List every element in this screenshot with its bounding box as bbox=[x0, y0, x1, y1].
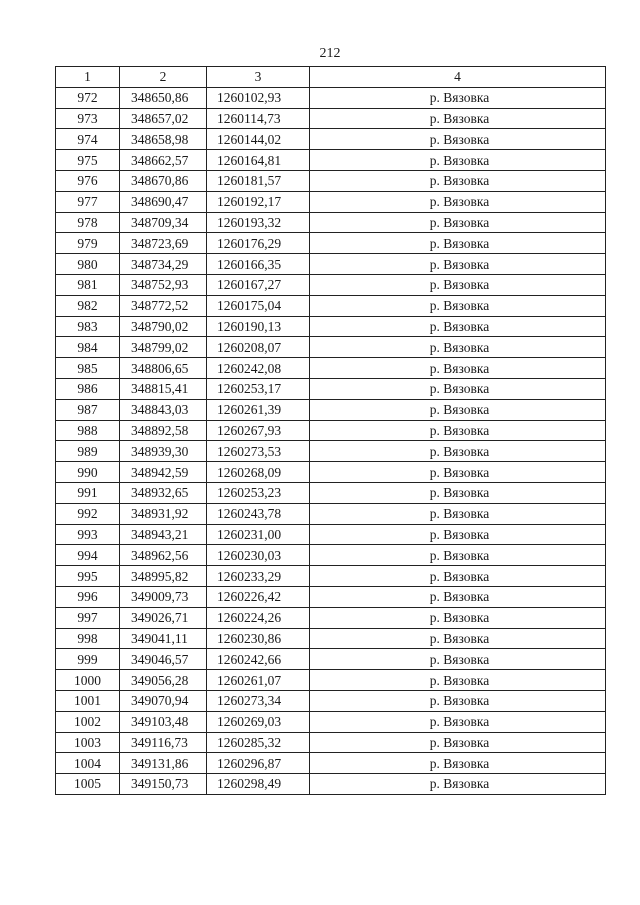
point-number-cell: 977 bbox=[56, 191, 120, 212]
x-coordinate-cell: 348932,65 bbox=[120, 482, 207, 503]
x-coordinate-cell: 348799,02 bbox=[120, 337, 207, 358]
point-number-cell: 983 bbox=[56, 316, 120, 337]
object-name-cell: р. Вязовка bbox=[310, 586, 606, 607]
x-coordinate-cell: 348709,34 bbox=[120, 212, 207, 233]
x-coordinate-cell: 348658,98 bbox=[120, 129, 207, 150]
point-number-cell: 978 bbox=[56, 212, 120, 233]
y-coordinate-cell: 1260269,03 bbox=[207, 711, 310, 732]
object-name-cell: р. Вязовка bbox=[310, 628, 606, 649]
y-coordinate-cell: 1260231,00 bbox=[207, 524, 310, 545]
y-coordinate-cell: 1260253,17 bbox=[207, 378, 310, 399]
object-name-cell: р. Вязовка bbox=[310, 108, 606, 129]
table-row bbox=[56, 337, 606, 358]
x-coordinate-cell: 349009,73 bbox=[120, 586, 207, 607]
table-row bbox=[56, 545, 606, 566]
point-number-cell: 1001 bbox=[56, 690, 120, 711]
object-name-cell: р. Вязовка bbox=[310, 295, 606, 316]
y-coordinate-cell: 1260267,93 bbox=[207, 420, 310, 441]
table-row bbox=[56, 358, 606, 379]
y-coordinate-cell: 1260224,26 bbox=[207, 607, 310, 628]
y-coordinate-cell: 1260230,03 bbox=[207, 545, 310, 566]
x-coordinate-cell: 348650,86 bbox=[120, 87, 207, 108]
object-name-cell: р. Вязовка bbox=[310, 690, 606, 711]
y-coordinate-cell: 1260144,02 bbox=[207, 129, 310, 150]
point-number-cell: 992 bbox=[56, 503, 120, 524]
x-coordinate-cell: 349116,73 bbox=[120, 732, 207, 753]
point-number-cell: 1003 bbox=[56, 732, 120, 753]
y-coordinate-cell: 1260242,08 bbox=[207, 358, 310, 379]
x-coordinate-cell: 348670,86 bbox=[120, 170, 207, 191]
page-number: 212 bbox=[319, 46, 341, 61]
object-name-cell: р. Вязовка bbox=[310, 254, 606, 275]
x-coordinate-cell: 348790,02 bbox=[120, 316, 207, 337]
object-name-cell: р. Вязовка bbox=[310, 670, 606, 691]
object-name-cell: р. Вязовка bbox=[310, 607, 606, 628]
x-coordinate-cell: 348806,65 bbox=[120, 358, 207, 379]
object-name-cell: р. Вязовка bbox=[310, 233, 606, 254]
coordinates-table bbox=[55, 66, 606, 795]
point-number-cell: 985 bbox=[56, 358, 120, 379]
object-name-cell: р. Вязовка bbox=[310, 191, 606, 212]
y-coordinate-cell: 1260261,39 bbox=[207, 399, 310, 420]
point-number-cell: 997 bbox=[56, 607, 120, 628]
y-coordinate-cell: 1260243,78 bbox=[207, 503, 310, 524]
table-row bbox=[56, 586, 606, 607]
point-number-cell: 973 bbox=[56, 108, 120, 129]
y-coordinate-cell: 1260233,29 bbox=[207, 566, 310, 587]
column-header: 2 bbox=[120, 67, 207, 88]
y-coordinate-cell: 1260193,32 bbox=[207, 212, 310, 233]
point-number-cell: 982 bbox=[56, 295, 120, 316]
y-coordinate-cell: 1260102,93 bbox=[207, 87, 310, 108]
object-name-cell: р. Вязовка bbox=[310, 274, 606, 295]
point-number-cell: 995 bbox=[56, 566, 120, 587]
y-coordinate-cell: 1260253,23 bbox=[207, 482, 310, 503]
table-row bbox=[56, 566, 606, 587]
table-row bbox=[56, 690, 606, 711]
object-name-cell: р. Вязовка bbox=[310, 482, 606, 503]
table-row bbox=[56, 399, 606, 420]
table-row bbox=[56, 191, 606, 212]
x-coordinate-cell: 349103,48 bbox=[120, 711, 207, 732]
table-row bbox=[56, 233, 606, 254]
table-row bbox=[56, 649, 606, 670]
object-name-cell: р. Вязовка bbox=[310, 399, 606, 420]
y-coordinate-cell: 1260190,13 bbox=[207, 316, 310, 337]
x-coordinate-cell: 348723,69 bbox=[120, 233, 207, 254]
point-number-cell: 987 bbox=[56, 399, 120, 420]
x-coordinate-cell: 349026,71 bbox=[120, 607, 207, 628]
x-coordinate-cell: 348939,30 bbox=[120, 441, 207, 462]
y-coordinate-cell: 1260230,86 bbox=[207, 628, 310, 649]
y-coordinate-cell: 1260261,07 bbox=[207, 670, 310, 691]
y-coordinate-cell: 1260226,42 bbox=[207, 586, 310, 607]
table-row bbox=[56, 774, 606, 795]
point-number-cell: 989 bbox=[56, 441, 120, 462]
object-name-cell: р. Вязовка bbox=[310, 462, 606, 483]
x-coordinate-cell: 348962,56 bbox=[120, 545, 207, 566]
table-row bbox=[56, 711, 606, 732]
y-coordinate-cell: 1260298,49 bbox=[207, 774, 310, 795]
table-row bbox=[56, 378, 606, 399]
point-number-cell: 974 bbox=[56, 129, 120, 150]
point-number-cell: 972 bbox=[56, 87, 120, 108]
table-row bbox=[56, 670, 606, 691]
x-coordinate-cell: 348657,02 bbox=[120, 108, 207, 129]
y-coordinate-cell: 1260296,87 bbox=[207, 753, 310, 774]
point-number-cell: 996 bbox=[56, 586, 120, 607]
x-coordinate-cell: 348931,92 bbox=[120, 503, 207, 524]
x-coordinate-cell: 348690,47 bbox=[120, 191, 207, 212]
table-row bbox=[56, 129, 606, 150]
object-name-cell: р. Вязовка bbox=[310, 441, 606, 462]
object-name-cell: р. Вязовка bbox=[310, 212, 606, 233]
x-coordinate-cell: 348943,21 bbox=[120, 524, 207, 545]
x-coordinate-cell: 349041,11 bbox=[120, 628, 207, 649]
object-name-cell: р. Вязовка bbox=[310, 129, 606, 150]
table-row bbox=[56, 212, 606, 233]
y-coordinate-cell: 1260166,35 bbox=[207, 254, 310, 275]
object-name-cell: р. Вязовка bbox=[310, 524, 606, 545]
x-coordinate-cell: 349056,28 bbox=[120, 670, 207, 691]
object-name-cell: р. Вязовка bbox=[310, 87, 606, 108]
x-coordinate-cell: 348995,82 bbox=[120, 566, 207, 587]
object-name-cell: р. Вязовка bbox=[310, 545, 606, 566]
object-name-cell: р. Вязовка bbox=[310, 753, 606, 774]
column-header: 4 bbox=[310, 67, 606, 88]
table-row bbox=[56, 482, 606, 503]
point-number-cell: 1005 bbox=[56, 774, 120, 795]
object-name-cell: р. Вязовка bbox=[310, 711, 606, 732]
point-number-cell: 991 bbox=[56, 482, 120, 503]
x-coordinate-cell: 348772,52 bbox=[120, 295, 207, 316]
point-number-cell: 981 bbox=[56, 274, 120, 295]
object-name-cell: р. Вязовка bbox=[310, 150, 606, 171]
table-row bbox=[56, 462, 606, 483]
object-name-cell: р. Вязовка bbox=[310, 566, 606, 587]
y-coordinate-cell: 1260176,29 bbox=[207, 233, 310, 254]
point-number-cell: 975 bbox=[56, 150, 120, 171]
x-coordinate-cell: 349070,94 bbox=[120, 690, 207, 711]
y-coordinate-cell: 1260164,81 bbox=[207, 150, 310, 171]
y-coordinate-cell: 1260192,17 bbox=[207, 191, 310, 212]
table-row bbox=[56, 295, 606, 316]
y-coordinate-cell: 1260167,27 bbox=[207, 274, 310, 295]
point-number-cell: 998 bbox=[56, 628, 120, 649]
point-number-cell: 1000 bbox=[56, 670, 120, 691]
x-coordinate-cell: 348815,41 bbox=[120, 378, 207, 399]
point-number-cell: 984 bbox=[56, 337, 120, 358]
point-number-cell: 1004 bbox=[56, 753, 120, 774]
point-number-cell: 1002 bbox=[56, 711, 120, 732]
point-number-cell: 979 bbox=[56, 233, 120, 254]
point-number-cell: 999 bbox=[56, 649, 120, 670]
x-coordinate-cell: 348892,58 bbox=[120, 420, 207, 441]
table-row bbox=[56, 524, 606, 545]
y-coordinate-cell: 1260114,73 bbox=[207, 108, 310, 129]
x-coordinate-cell: 348942,59 bbox=[120, 462, 207, 483]
x-coordinate-cell: 348843,03 bbox=[120, 399, 207, 420]
table-body bbox=[56, 87, 606, 794]
table-row bbox=[56, 503, 606, 524]
object-name-cell: р. Вязовка bbox=[310, 170, 606, 191]
y-coordinate-cell: 1260181,57 bbox=[207, 170, 310, 191]
point-number-cell: 990 bbox=[56, 462, 120, 483]
y-coordinate-cell: 1260285,32 bbox=[207, 732, 310, 753]
table-row bbox=[56, 274, 606, 295]
table-row bbox=[56, 753, 606, 774]
table-row bbox=[56, 170, 606, 191]
object-name-cell: р. Вязовка bbox=[310, 337, 606, 358]
x-coordinate-cell: 348752,93 bbox=[120, 274, 207, 295]
table-row bbox=[56, 420, 606, 441]
table-row bbox=[56, 87, 606, 108]
table-row bbox=[56, 316, 606, 337]
x-coordinate-cell: 349131,86 bbox=[120, 753, 207, 774]
x-coordinate-cell: 348734,29 bbox=[120, 254, 207, 275]
point-number-cell: 994 bbox=[56, 545, 120, 566]
object-name-cell: р. Вязовка bbox=[310, 420, 606, 441]
point-number-cell: 980 bbox=[56, 254, 120, 275]
object-name-cell: р. Вязовка bbox=[310, 316, 606, 337]
table-row bbox=[56, 150, 606, 171]
object-name-cell: р. Вязовка bbox=[310, 503, 606, 524]
table-row bbox=[56, 441, 606, 462]
point-number-cell: 976 bbox=[56, 170, 120, 191]
y-coordinate-cell: 1260208,07 bbox=[207, 337, 310, 358]
table-row bbox=[56, 732, 606, 753]
y-coordinate-cell: 1260273,34 bbox=[207, 690, 310, 711]
table-header-row bbox=[56, 67, 606, 88]
table-row bbox=[56, 108, 606, 129]
column-header: 1 bbox=[56, 67, 120, 88]
y-coordinate-cell: 1260242,66 bbox=[207, 649, 310, 670]
column-header: 3 bbox=[207, 67, 310, 88]
point-number-cell: 986 bbox=[56, 378, 120, 399]
y-coordinate-cell: 1260175,04 bbox=[207, 295, 310, 316]
object-name-cell: р. Вязовка bbox=[310, 732, 606, 753]
x-coordinate-cell: 349150,73 bbox=[120, 774, 207, 795]
x-coordinate-cell: 348662,57 bbox=[120, 150, 207, 171]
point-number-cell: 993 bbox=[56, 524, 120, 545]
object-name-cell: р. Вязовка bbox=[310, 649, 606, 670]
object-name-cell: р. Вязовка bbox=[310, 358, 606, 379]
y-coordinate-cell: 1260268,09 bbox=[207, 462, 310, 483]
object-name-cell: р. Вязовка bbox=[310, 774, 606, 795]
x-coordinate-cell: 349046,57 bbox=[120, 649, 207, 670]
table-row bbox=[56, 628, 606, 649]
table-row bbox=[56, 254, 606, 275]
y-coordinate-cell: 1260273,53 bbox=[207, 441, 310, 462]
object-name-cell: р. Вязовка bbox=[310, 378, 606, 399]
table-row bbox=[56, 607, 606, 628]
point-number-cell: 988 bbox=[56, 420, 120, 441]
